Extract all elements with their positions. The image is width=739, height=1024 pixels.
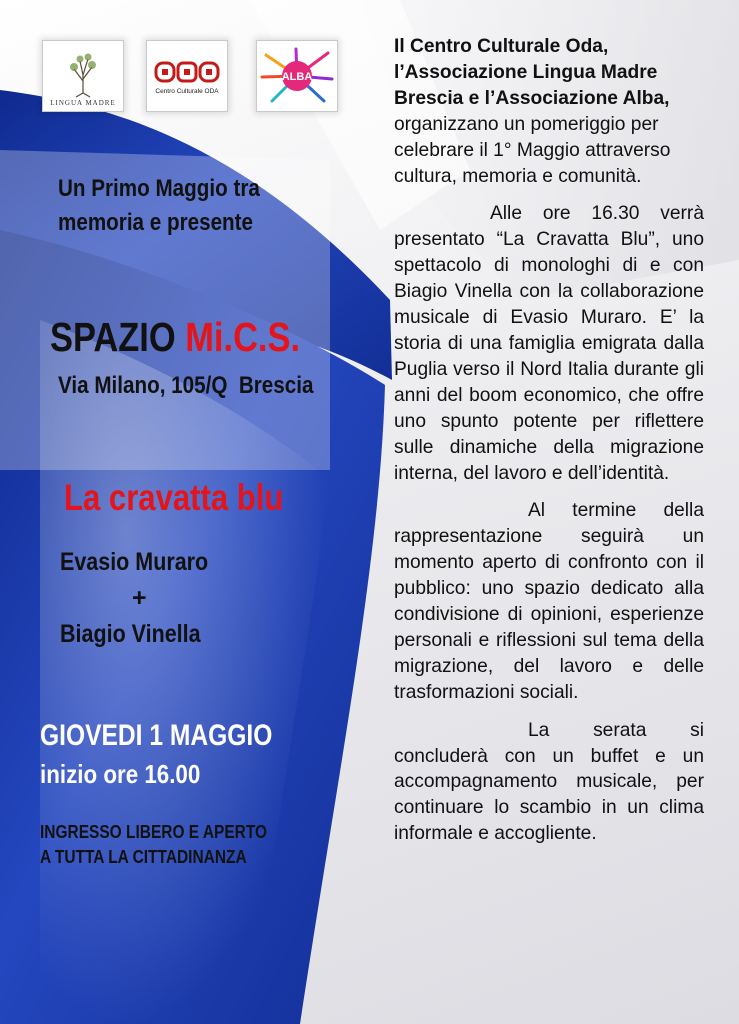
svg-text:ALBA: ALBA <box>281 71 313 83</box>
alba-logo <box>256 40 338 112</box>
venue-prefix: SPAZIO <box>50 314 176 360</box>
plus-sign: + <box>132 584 147 612</box>
event-date: GIOVEDI 1 MAGGIO <box>40 719 273 752</box>
start-time: inizio ore 16.00 <box>40 759 201 789</box>
svg-text:LINGUA MADRE: LINGUA MADRE <box>50 99 116 107</box>
entry-line-2: A TUTTA LA CITTADINANZA <box>40 847 247 867</box>
intro-text: organizzano un pomeriggio per celebrare il 1° Maggio attraverso cultura, memoria e comunità. <box>394 113 671 187</box>
show-paragraph: Alle ore 16.30 verrà presentato “La Cravatta Blu”, uno spettacolo di monologhi di e con Biagio Vinella con la collaborazione musicale di Evasio Muraro. E’ la storia di una famiglia emigrata dalla Puglia verso il Nord Italia durante gli anni del boom economico, che offre uno spunto potente per riflettere sulle dinamiche della migrazione interna, del lavoro e dell’identità. <box>394 203 704 484</box>
tagline-line-1: Un Primo Maggio tra <box>58 175 260 202</box>
event-description <box>394 34 704 847</box>
performers <box>60 544 232 652</box>
tagline <box>58 172 293 240</box>
show-title: La cravatta blu <box>64 477 284 518</box>
closing-paragraph: La serata si concluderà con un buffet e un accompagnamento musicale, per continuare lo scambio in un clima informale e accogliente. <box>394 719 704 845</box>
intro-paragraph <box>394 34 704 189</box>
entry-line-1: INGRESSO LIBERO E APERTO <box>40 822 268 842</box>
organizers: Il Centro Culturale Oda, l’Associazione Lingua Madre Brescia e l’Associazione Alba, <box>394 36 670 109</box>
performer-1: Evasio Muraro <box>60 548 209 576</box>
venue-address: Via Milano, 105/Q Brescia <box>58 372 314 399</box>
tagline-line-2: memoria e presente <box>58 209 254 236</box>
lingua-madre-logo <box>42 40 124 112</box>
centro-culturale-oda-logo <box>146 40 228 112</box>
entry-info <box>40 820 304 870</box>
venue-highlight: Mi.C.S. <box>185 314 301 360</box>
discussion-paragraph: Al termine della rappresentazione seguirà un momento aperto di confronto con il pubblico: uno spazio dedicato alla condivisione di opinioni, esperienze personali e riflessioni sul tema della migrazione, del lavoro e delle trasformazioni sociali. <box>394 500 704 703</box>
venue <box>50 313 348 361</box>
svg-text:Centro Culturale ODA: Centro Culturale ODA <box>155 88 219 95</box>
performer-2: Biagio Vinella <box>60 620 201 648</box>
